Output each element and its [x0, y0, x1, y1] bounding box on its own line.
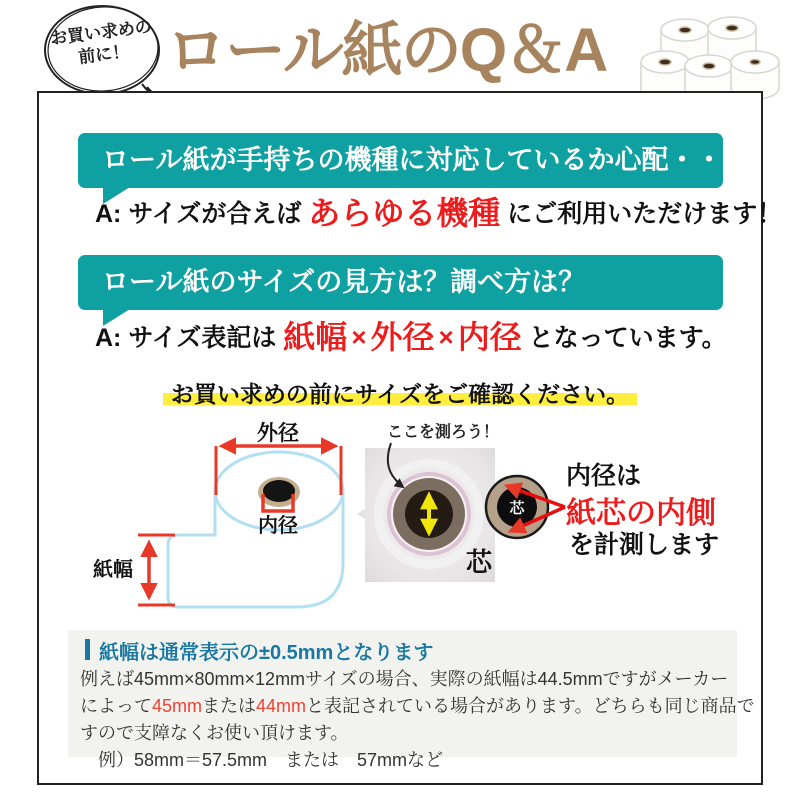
roll-core-hole [263, 480, 295, 502]
measure-note-line2: 紙芯の内側 [566, 497, 716, 530]
times-symbol: × [438, 322, 454, 352]
footer-line2-red1: 45mm [152, 696, 203, 716]
question1-banner [78, 133, 723, 188]
footer-line2-red2: 44mm [256, 696, 307, 716]
answer1-emphasis: あらゆる機種 [308, 195, 501, 231]
core-photo [365, 448, 495, 582]
measure-note-line1: 内径は [566, 462, 642, 490]
footer-paragraph [80, 666, 755, 774]
measure-here-label: ここを測ろう！ [387, 424, 500, 441]
answer2-pre: サイズ表記は [121, 324, 284, 352]
core-circle-diagram [486, 476, 565, 538]
question2-banner [78, 255, 723, 310]
footer-line2-seg: によって [80, 696, 152, 716]
bubble-line1: お買い求めの [49, 16, 153, 49]
notice-highlighted-text: お買い求めの前にサイズをご確認ください。 [163, 381, 637, 407]
paper-width-label: 紙幅 [93, 559, 133, 581]
answer2-line [95, 319, 727, 356]
inner-diameter-label: 内径 [258, 515, 298, 537]
question1-text: ロール紙が手持ちの機種に対応しているか心配・・ [102, 145, 723, 175]
paper-rolls-illustration [630, 2, 800, 102]
footer-heading-bar [85, 639, 90, 660]
footer-line3: すので支障なくお使い頂けます。 [80, 723, 349, 743]
answer2-post: となっています。 [521, 324, 727, 352]
question2-text: ロール紙のサイズの見方は？調べ方は？ [102, 267, 586, 297]
footer-note-box [68, 630, 755, 770]
answer2-prefix: A: [95, 324, 122, 352]
answer1-prefix: A: [95, 200, 122, 228]
answer1-pre: サイズが合えば [121, 200, 309, 228]
size-term-width: 紙幅 [283, 319, 348, 355]
footer-line1: 例えば45mm×80mm×12mmサイズの場合、実際の紙幅は44.5mmですがメーカー [80, 669, 729, 689]
measure-note-line3: を計測します [569, 531, 720, 559]
size-term-inner: 内径 [457, 319, 522, 355]
footer-line2-seg: と表記されている場合があります。どちらも同じ商品で [306, 696, 755, 716]
answer1-line [95, 195, 782, 232]
core-photo-label: 芯 [465, 547, 493, 577]
times-symbol: × [351, 322, 367, 352]
footer-line2 [80, 693, 755, 720]
footer-line2-seg: または [202, 696, 257, 716]
footer-heading: 紙幅は通常表示の±0.5mmとなります [99, 642, 434, 664]
bubble-line2: 前に！ [77, 41, 131, 67]
content-box [37, 91, 783, 785]
size-term-outer: 外径 [370, 319, 435, 355]
footer-line4: 例）58mm＝57.5mm または 57mmなど [80, 750, 444, 770]
core-circle-label: 芯 [509, 500, 525, 517]
outer-diameter-label: 外径 [257, 422, 299, 445]
notice-line [39, 376, 761, 409]
answer1-post: にご利用いただけます！ [500, 200, 783, 228]
page-title: ロール紙のQ＆A [166, 16, 607, 84]
